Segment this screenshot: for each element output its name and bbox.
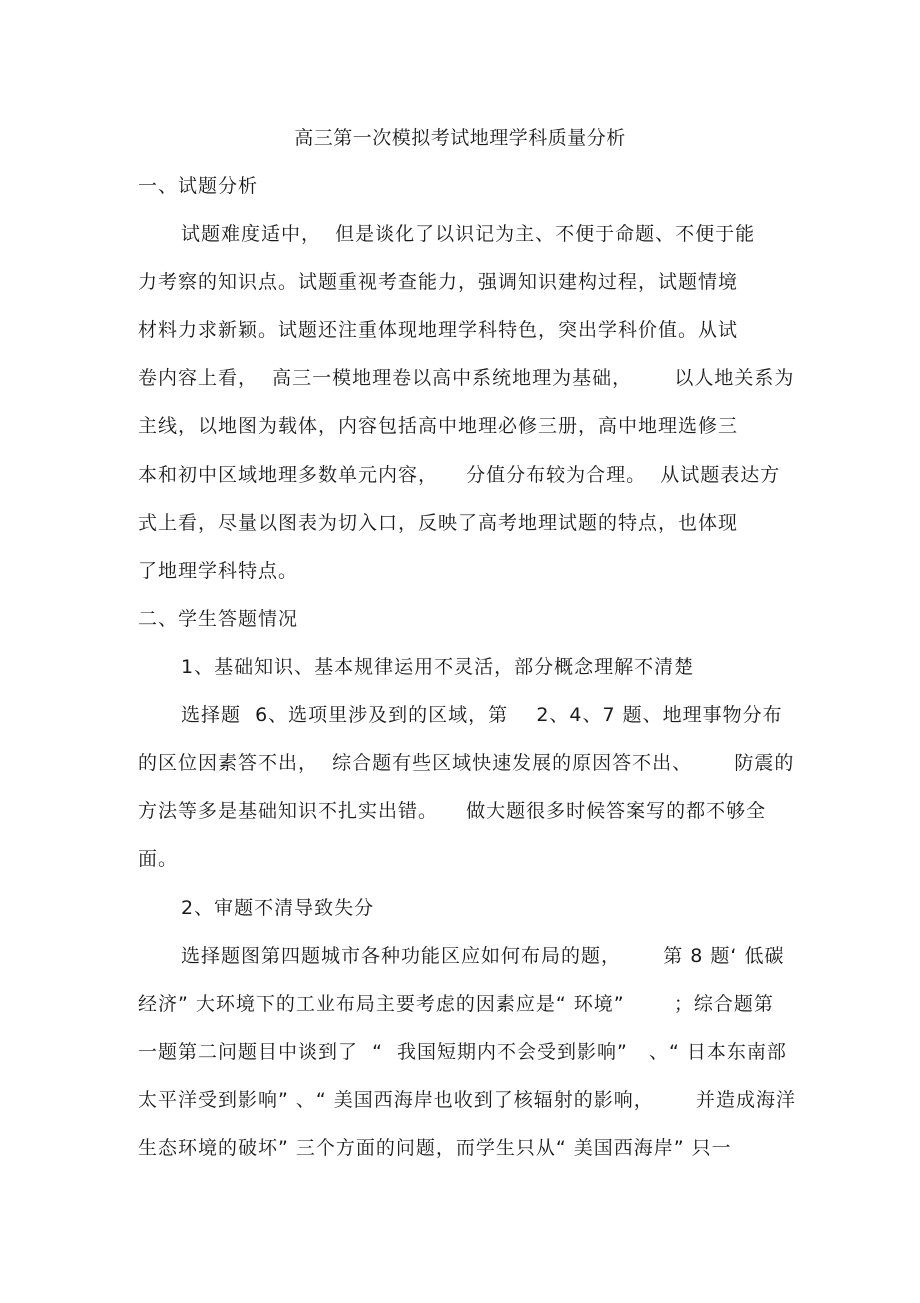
paragraph-line: 了地理学科特点。 <box>138 560 299 582</box>
paragraph-line: 选择题 6、选项里涉及到的区域，第 2、4、7 题、地理事物分布 <box>181 704 783 726</box>
paragraph-line: 的区位因素答不出， 综合题有些区域快速发展的原因答不出、 防震的 <box>138 752 795 774</box>
paragraph-line: 主线，以地图为载体，内容包括高中地理必修三册，高中地理选修三 <box>138 415 739 437</box>
paragraph-line: 面。 <box>138 848 179 870</box>
section-heading: 一、试题分析 <box>138 175 259 197</box>
paragraph-line: 经济” 大环境下的工业布局主要考虑的因素应是“ 环境” ；综合题第 <box>138 993 774 1015</box>
subsection-heading: 2、审题不清导致失分 <box>181 897 375 919</box>
paragraph-line: 式上看，尽量以图表为切入口，反映了高考地理试题的特点，也体现 <box>138 512 739 534</box>
paragraph-line: 力考察的知识点。试题重视考查能力，强调知识建构过程，试题情境 <box>138 271 739 293</box>
section-heading: 二、学生答题情况 <box>138 608 299 630</box>
paragraph-line: 一题第二问题目中谈到了 “ 我国短期内不会受到影响” 、“ 日本东南部 <box>138 1041 787 1063</box>
page-title: 高三第一次模拟考试地理学科质量分析 <box>294 127 626 149</box>
paragraph-line: 试题难度适中， 但是谈化了以识记为主、不便于命题、不便于能 <box>181 223 756 245</box>
paragraph-line: 生态环境的破坏” 三个方面的问题，而学生只从“ 美国西海岸” 只一 <box>138 1137 732 1159</box>
paragraph-line: 方法等多是基础知识不扎实出错。 做大题很多时候答案写的都不够全 <box>138 800 767 822</box>
subsection-heading: 1、基础知识、基本规律运用不灵活，部分概念理解不清楚 <box>181 656 695 678</box>
paragraph-line: 卷内容上看， 高三一模地理卷以高中系统地理为基础， 以人地关系为 <box>138 367 795 389</box>
paragraph-line: 选择题图第四题城市各种功能区应如何布局的题， 第 8 题‘ 低碳 <box>181 945 785 967</box>
paragraph-line: 材料力求新颖。试题还注重体现地理学科特色，突出学科价值。从试 <box>138 319 739 341</box>
paragraph-line: 太平洋受到影响” 、“ 美国西海岸也收到了核辐射的影响， 并造成海洋 <box>138 1089 797 1111</box>
paragraph-line: 本和初中区域地理多数单元内容， 分值分布较为合理。 从试题表达方 <box>138 464 781 486</box>
